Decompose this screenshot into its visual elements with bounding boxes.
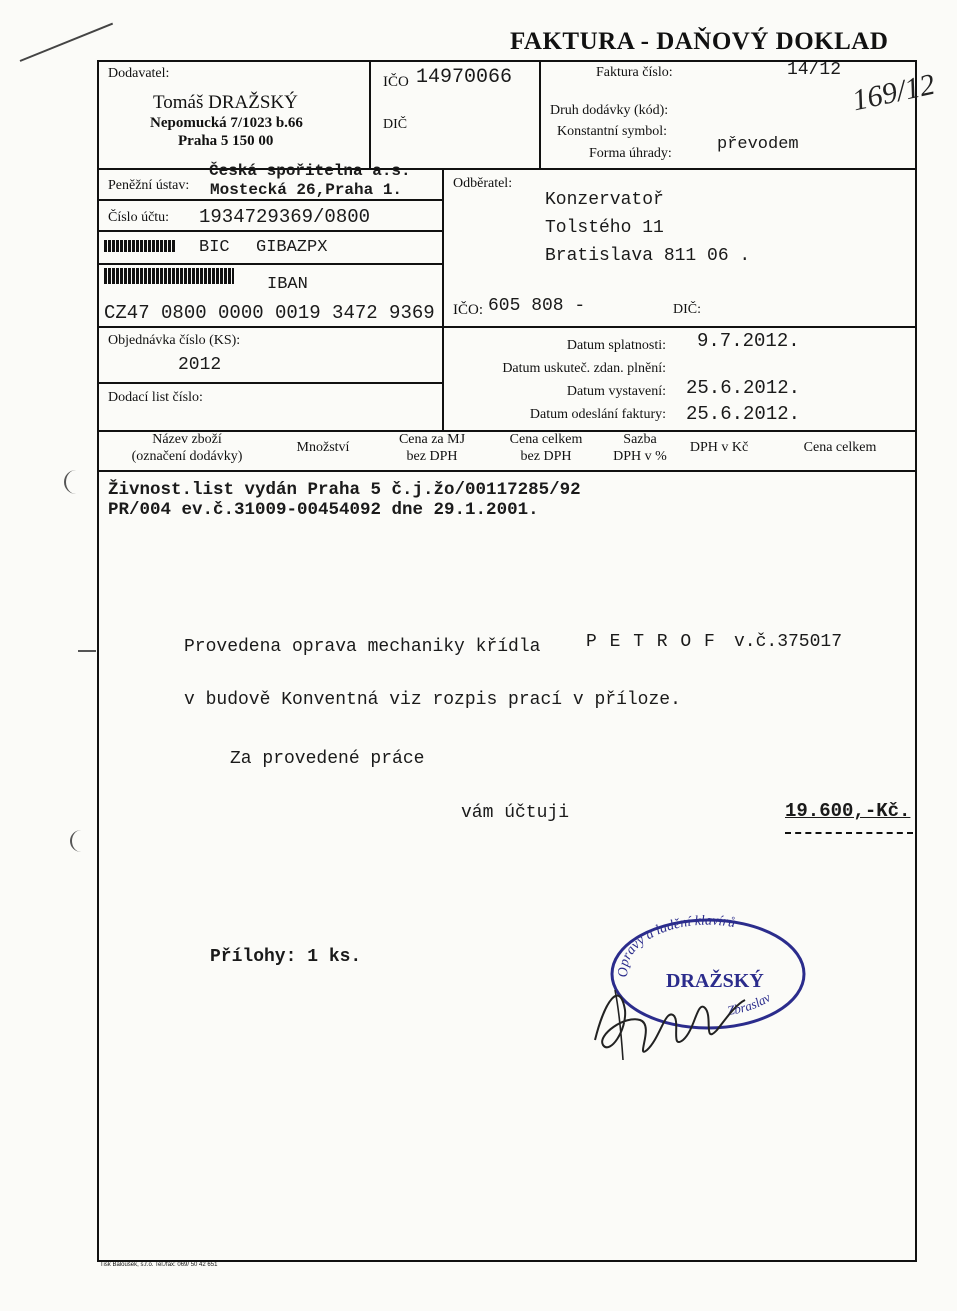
col-goods-name: Název zboží	[152, 432, 222, 447]
supplier-label: Dodavatel:	[108, 66, 170, 81]
attachments: Přílohy: 1 ks.	[210, 947, 362, 967]
supplier-ico-label: IČO	[383, 74, 409, 90]
iban-label: IBAN	[267, 275, 308, 294]
bank-label: Peněžní ústav:	[108, 178, 190, 193]
supplier-address-1: Nepomucká 7/1023 b.66	[150, 115, 303, 131]
col-total-net-sub: bez DPH	[520, 449, 572, 464]
customer-name: Konzervatoř	[545, 190, 664, 210]
sent-date-label: Datum odeslání faktury:	[529, 407, 666, 422]
invoice-number: 14/12	[787, 60, 842, 80]
signature	[585, 960, 755, 1070]
margin-stroke	[20, 23, 113, 62]
customer-ico-label: IČO:	[453, 302, 483, 318]
customer-label: Odběratel:	[453, 176, 513, 191]
work-brand: P E T R O F	[586, 632, 716, 652]
supplier-ico: 14970066	[416, 66, 513, 89]
col-vat-amount: DPH v Kč	[689, 440, 749, 455]
bank-address: Mostecká 26,Praha 1.	[210, 181, 403, 199]
stamp-arc-text: Opravy a ladění klavírů	[616, 915, 737, 978]
issued-date: 25.6.2012.	[686, 377, 801, 399]
account-label: Číslo účtu:	[108, 210, 170, 225]
handwritten-number: 169/12	[849, 67, 938, 118]
due-date: 9.7.2012.	[697, 330, 800, 352]
account-number: 1934729369/0800	[199, 206, 371, 228]
document-title: FAKTURA - DAŇOVÝ DOKLAD	[510, 28, 889, 55]
constant-symbol-label: Konstantní symbol:	[557, 124, 668, 139]
customer-ico: 605 808 -	[488, 296, 586, 316]
bank-name: Česká spořitelna a.s.	[209, 162, 411, 180]
signature-icon	[585, 960, 755, 1070]
iban-value: CZ47 0800 0000 0019 3472 9369	[104, 302, 435, 324]
due-date-label: Datum splatnosti:	[566, 338, 666, 353]
amount: 19.600,-Kč.	[785, 800, 911, 822]
redaction-mark-2	[104, 268, 234, 284]
payment-form: převodem	[717, 135, 799, 154]
customer-dic-label: DIČ:	[673, 302, 701, 317]
punch-hole-mark-top	[64, 470, 84, 494]
order-label: Objednávka číslo (KS):	[108, 333, 241, 348]
supplier-dic-label: DIČ	[383, 117, 408, 132]
amount-double-underline	[785, 832, 913, 834]
work-line-1: Provedena oprava mechaniky křídla	[184, 637, 541, 657]
printer-footer: Tisk Baloušek, s.r.o. Tel./fax: 069/ 50 42 651	[100, 1262, 218, 1268]
delivery-note-label: Dodací list číslo:	[108, 390, 203, 405]
punch-hole-mark-bottom	[70, 830, 88, 852]
col-unit-price: Cena za MJ	[398, 432, 466, 447]
col-vat-rate-sub: DPH v %	[613, 449, 667, 464]
work-serial: v.č.375017	[734, 632, 843, 652]
col-total-net: Cena celkem	[509, 432, 583, 447]
order-value: 2012	[178, 355, 222, 375]
stamp-name: DRAŽSKÝ	[666, 970, 764, 992]
license-line-1: Živnost.list vydán Praha 5 č.j.žo/00117285/92	[108, 480, 581, 500]
license-line-2: PR/004 ev.č.31009-00454092 dne 29.1.2001.	[108, 500, 539, 520]
issued-date-label: Datum vystavení:	[566, 384, 666, 399]
supplier-name: Tomáš DRAŽSKÝ	[153, 92, 298, 113]
work-line-4: vám účtuji	[461, 803, 570, 823]
customer-street: Tolstého 11	[545, 218, 664, 238]
work-line-2: v budově Konventná viz rozpis prací v příloze.	[184, 690, 681, 710]
col-unit-price-sub: bez DPH	[406, 449, 458, 464]
stamp-tail-text: Zbraslav	[726, 989, 774, 1019]
col-quantity: Množství	[296, 440, 350, 455]
margin-tick	[78, 650, 96, 652]
customer-city: Bratislava 811 06 .	[545, 246, 751, 266]
col-vat-rate: Sazba	[623, 432, 657, 447]
bic-label: BIC	[199, 238, 230, 257]
payment-form-label: Forma úhrady:	[589, 146, 672, 161]
bic-value: GIBAZPX	[256, 238, 328, 257]
col-total: Cena celkem	[803, 440, 877, 455]
supplier-address-2: Praha 5 150 00	[178, 133, 274, 149]
delivery-type-label: Druh dodávky (kód):	[550, 103, 669, 118]
taxable-date-label: Datum uskuteč. zdan. plnění:	[502, 361, 666, 376]
work-line-3: Za provedené práce	[230, 749, 425, 769]
redaction-mark-1	[104, 240, 176, 252]
sent-date: 25.6.2012.	[686, 403, 801, 425]
col-goods-desc: (označení dodávky)	[131, 449, 243, 464]
invoice-number-label: Faktura číslo:	[596, 65, 673, 80]
